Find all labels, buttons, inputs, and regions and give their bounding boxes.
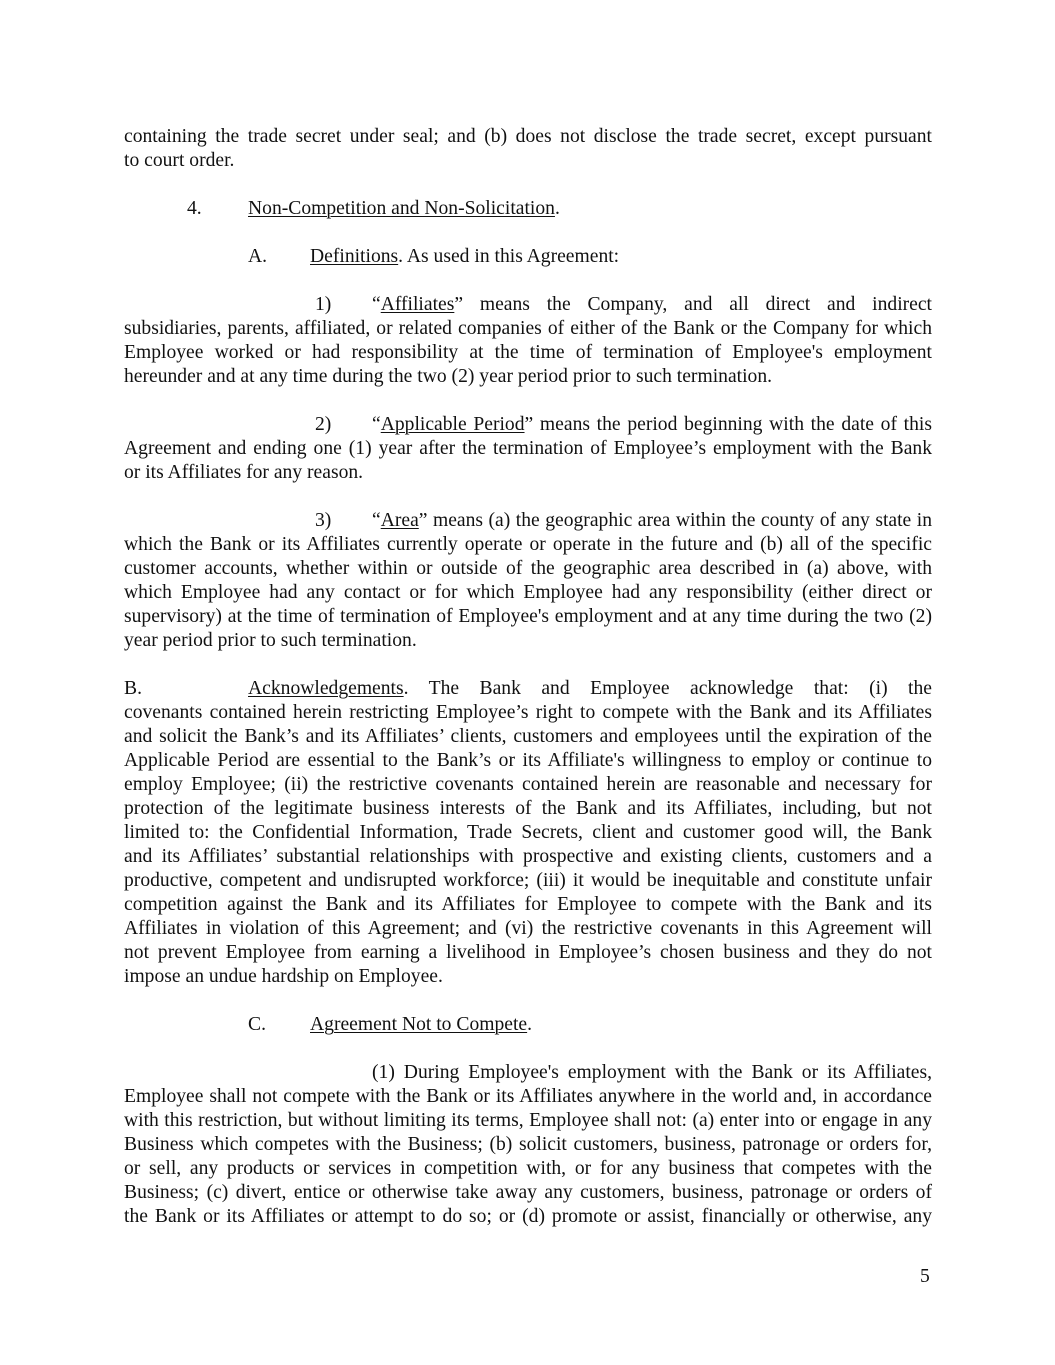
text-line: and solicit the Bank’s and its Affiliates’ clients, customers and employees until the expiration of the bbox=[124, 726, 932, 747]
quote: “ bbox=[372, 294, 381, 315]
subsection-letter: A. bbox=[248, 246, 268, 267]
text-line: and its Affiliates’ substantial relationships with prospective and existing clients, customers and a bbox=[124, 846, 932, 867]
defined-term: Affiliates bbox=[380, 294, 455, 315]
definition-text: ” means the period beginning with the date of this bbox=[524, 414, 932, 435]
quote: “ bbox=[372, 510, 381, 531]
text-line: hereunder and at any time during the two (2) year period prior to such termination. bbox=[124, 366, 773, 387]
subsection-title: Agreement Not to Compete bbox=[310, 1014, 528, 1035]
definition-area bbox=[124, 509, 932, 653]
section-title: Non-Competition and Non-Solicitation bbox=[248, 198, 555, 219]
text-line: impose an undue hardship on Employee. bbox=[124, 966, 443, 987]
text-line: Affiliates in violation of this Agreement; and (vi) the restrictive covenants in this Agreement will bbox=[124, 918, 932, 939]
text-line: protection of the legitimate business interests of the Bank and its Affiliates, including, but not bbox=[124, 798, 932, 819]
text-line: Agreement and ending one (1) year after the termination of Employee’s employment with the Bank bbox=[124, 438, 932, 459]
text-line: year period prior to such termination. bbox=[124, 630, 417, 651]
text-line: Business; (c) divert, entice or otherwise take away any customers, business, patronage or orders of bbox=[124, 1182, 932, 1203]
text-line: (1) During Employee's employment with the Bank or its Affiliates, bbox=[372, 1062, 932, 1083]
definition-text: ” means the Company, and all direct and indirect bbox=[454, 294, 932, 315]
text-line: which Employee had any contact or for which Employee had any responsibility (either direct or bbox=[124, 582, 932, 603]
section-c-1-paragraph bbox=[124, 1061, 932, 1229]
defined-term: Applicable Period bbox=[380, 414, 525, 435]
text-line: containing the trade secret under seal; and (b) does not disclose the trade secret, except pursuant bbox=[124, 126, 932, 147]
text-line: competition against the Bank and its Affiliates for Employee to compete with the Bank and its bbox=[124, 894, 932, 915]
section-4-heading bbox=[124, 197, 932, 221]
text-line: limited to: the Confidential Information, Trade Secrets, client and customer good will, the Bank bbox=[124, 822, 932, 843]
punctuation: . bbox=[554, 198, 560, 219]
section-a-heading bbox=[124, 245, 932, 269]
section-c-heading bbox=[124, 1013, 932, 1037]
text-line: which the Bank or its Affiliates currently operate or operate in the future and (b) all of the specific bbox=[124, 534, 932, 555]
text-line: not prevent Employee from earning a livelihood in Employee’s chosen business and they do not bbox=[124, 942, 932, 963]
definition-number: 1) bbox=[315, 294, 332, 315]
punctuation: . bbox=[527, 1014, 533, 1035]
intro-paragraph bbox=[124, 125, 932, 173]
definition-affiliates bbox=[124, 293, 932, 389]
text-line: customer accounts, whether within or outside of the geographic area described in (a) above, with bbox=[124, 558, 932, 579]
text-line: Employee shall not compete with the Bank or its Affiliates anywhere in the world and, in accordance bbox=[124, 1086, 932, 1107]
document-page bbox=[124, 125, 932, 1253]
definition-number: 2) bbox=[315, 414, 332, 435]
section-b-acknowledgements bbox=[124, 677, 932, 989]
text-line: covenants contained herein restricting Employee’s right to compete with the Bank and its Affiliates bbox=[124, 702, 932, 723]
subsection-letter: B. bbox=[124, 678, 142, 699]
text-line: to court order. bbox=[124, 150, 235, 171]
text-line: Applicable Period are essential to the Bank’s or its Affiliate's willingness to employ or continue to bbox=[124, 750, 932, 771]
defined-term: Area bbox=[380, 510, 419, 531]
subsection-letter: C. bbox=[248, 1014, 266, 1035]
subsection-text: . The Bank and Employee acknowledge that: (i) the bbox=[403, 678, 932, 699]
text-line: or sell, any products or services in competition with, or for any business that competes with the bbox=[124, 1158, 932, 1179]
subsection-title: Acknowledgements bbox=[248, 678, 404, 699]
text-line: supervisory) at the time of termination of Employee's employment and at any time during the two (2) bbox=[124, 606, 932, 627]
text-line: or its Affiliates for any reason. bbox=[124, 462, 364, 483]
section-number: 4. bbox=[187, 198, 202, 219]
definition-text: ” means (a) the geographic area within the county of any state in bbox=[418, 510, 932, 531]
page-number: 5 bbox=[920, 1266, 930, 1287]
text-line: productive, competent and undisrupted workforce; (iii) it would be inequitable and constitute unfair bbox=[124, 870, 932, 891]
text-line: employ Employee; (ii) the restrictive covenants contained herein are reasonable and necessary for bbox=[124, 774, 932, 795]
quote: “ bbox=[372, 414, 381, 435]
text-line: with this restriction, but without limiting its terms, Employee shall not: (a) enter into or engage in any bbox=[124, 1110, 932, 1131]
text-line: the Bank or its Affiliates or attempt to do so; or (d) promote or assist, financially or otherwise, any bbox=[124, 1206, 932, 1227]
subsection-intro: . As used in this Agreement: bbox=[398, 246, 620, 267]
text-line: subsidiaries, parents, affiliated, or related companies of either of the Bank or the Company for which bbox=[124, 318, 932, 339]
definition-applicable-period bbox=[124, 413, 932, 485]
definition-number: 3) bbox=[315, 510, 332, 531]
subsection-title: Definitions bbox=[310, 246, 399, 267]
text-line: Employee worked or had responsibility at the time of termination of Employee's employment bbox=[124, 342, 932, 363]
text-line: Business which competes with the Business; (b) solicit customers, business, patronage or orders for, bbox=[124, 1134, 932, 1155]
